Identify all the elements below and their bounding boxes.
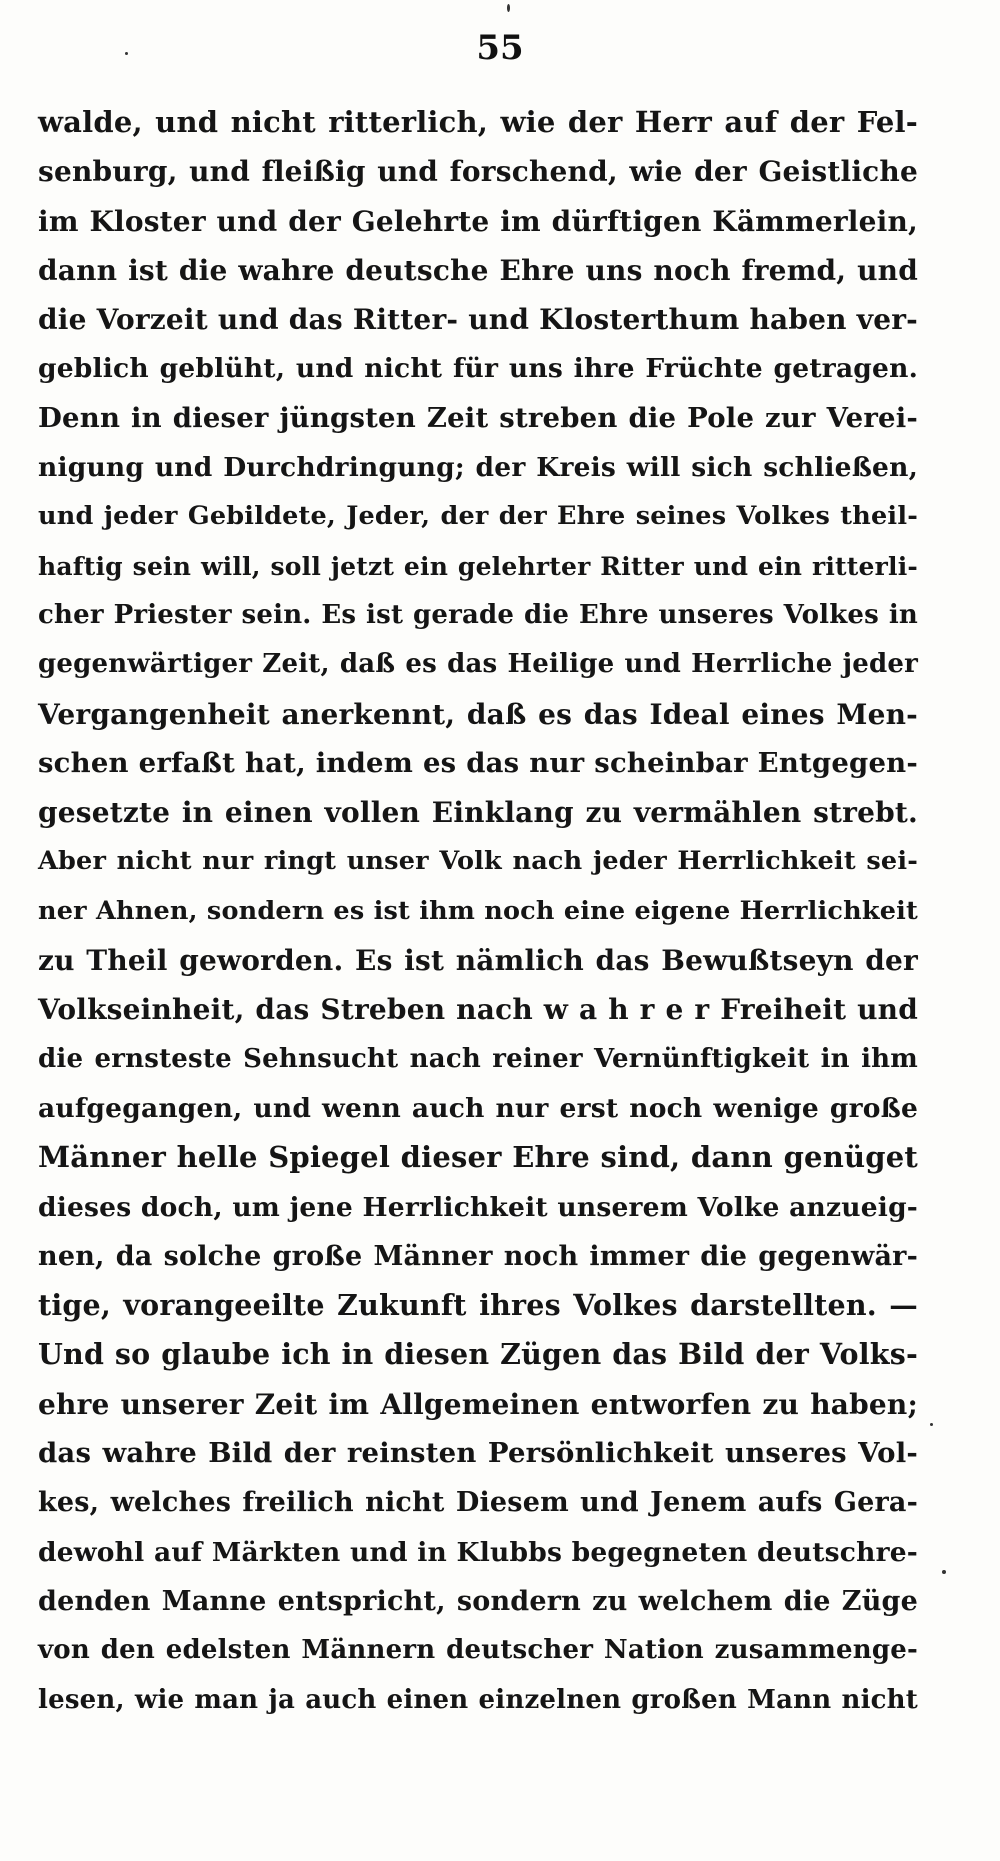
text-line: Vergangenheit anerkennt, daß es das Ideal eines Men-: [38, 697, 918, 731]
text-line: cher Priester sein. Es ist gerade die Ehre unseres Volkes in: [38, 599, 918, 630]
text-line: kes, welches freilich nicht Diesem und Jenem aufs Gera-: [38, 1487, 918, 1519]
text-line: lesen, wie man ja auch einen einzelnen großen Mann nicht: [38, 1684, 918, 1715]
scan-speck: [507, 4, 510, 12]
text-line: gegenwärtiger Zeit, daß es das Heilige und Herrliche jeder: [38, 649, 918, 680]
text-line: aufgegangen, und wenn auch nur erst noch wenige große: [38, 1092, 918, 1124]
text-line: Und so glaube ich in diesen Zügen das Bild der Volks-: [38, 1337, 918, 1372]
text-line: denden Manne entspricht, sondern zu welchem die Züge: [38, 1585, 918, 1617]
text-line: die Vorzeit und das Ritter- und Klosterthum haben ver-: [38, 303, 918, 337]
text-line: Aber nicht nur ringt unser Volk nach jeder Herrlichkeit sei-: [38, 846, 918, 877]
text-line: tige, vorangeeilte Zukunft ihres Volkes darstellten. —: [38, 1288, 918, 1323]
text-line: walde, und nicht ritterlich, wie der Herr auf der Fel-: [38, 105, 918, 139]
text-line: die ernsteste Sehnsucht nach reiner Vernünftigkeit in ihm: [38, 1043, 918, 1074]
text-line: ner Ahnen, sondern es ist ihm noch eine eigene Herrlichkeit: [38, 895, 918, 926]
scan-speck: [125, 52, 128, 55]
page-number: 55: [476, 28, 524, 68]
scan-speck: [942, 1570, 946, 1574]
text-line: dewohl auf Märkten und in Klubbs begegneten deutschre-: [38, 1536, 918, 1568]
text-line: im Kloster und der Gelehrte im dürftigen Kämmerlein,: [38, 204, 918, 238]
text-line: Männer helle Spiegel dieser Ehre sind, dann genüget: [38, 1140, 918, 1175]
text-line: Denn in dieser jüngsten Zeit streben die Pole zur Verei-: [38, 401, 918, 434]
body-text: [38, 98, 918, 1725]
text-line: gesetzte in einen vollen Einklang zu vermählen strebt.: [38, 796, 918, 830]
text-line: schen erfaßt hat, indem es das nur scheinbar Entgegen-: [38, 746, 918, 779]
scan-speck: [930, 1423, 933, 1426]
text-line: haftig sein will, soll jetzt ein gelehrter Ritter und ein ritterli-: [38, 551, 918, 581]
text-line: geblich geblüht, und nicht für uns ihre Früchte getragen.: [38, 353, 918, 385]
text-line: ehre unserer Zeit im Allgemeinen entworfen zu haben;: [38, 1387, 918, 1421]
text-line: zu Theil geworden. Es ist nämlich das Bewußtseyn der: [38, 944, 918, 978]
text-line: von den edelsten Männern deutscher Nation zusammenge-: [38, 1635, 918, 1666]
text-line: und jeder Gebildete, Jeder, der der Ehre seines Volkes theil-: [38, 501, 918, 532]
text-line: nigung und Durchdringung; der Kreis will sich schließen,: [38, 452, 918, 484]
text-line: dann ist die wahre deutsche Ehre uns noch fremd, und: [38, 253, 918, 287]
text-line: Volkseinheit, das Streben nach w a h r e r Freiheit und: [38, 993, 918, 1027]
text-line: nen, da solche große Männer noch immer die gegenwär-: [38, 1240, 918, 1272]
text-line: dieses doch, um jene Herrlichkeit unserem Volke anzueig-: [38, 1191, 918, 1223]
text-line: senburg, und fleißig und forschend, wie der Geistliche: [38, 155, 918, 189]
text-line: das wahre Bild der reinsten Persönlichkeit unseres Vol-: [38, 1437, 918, 1470]
